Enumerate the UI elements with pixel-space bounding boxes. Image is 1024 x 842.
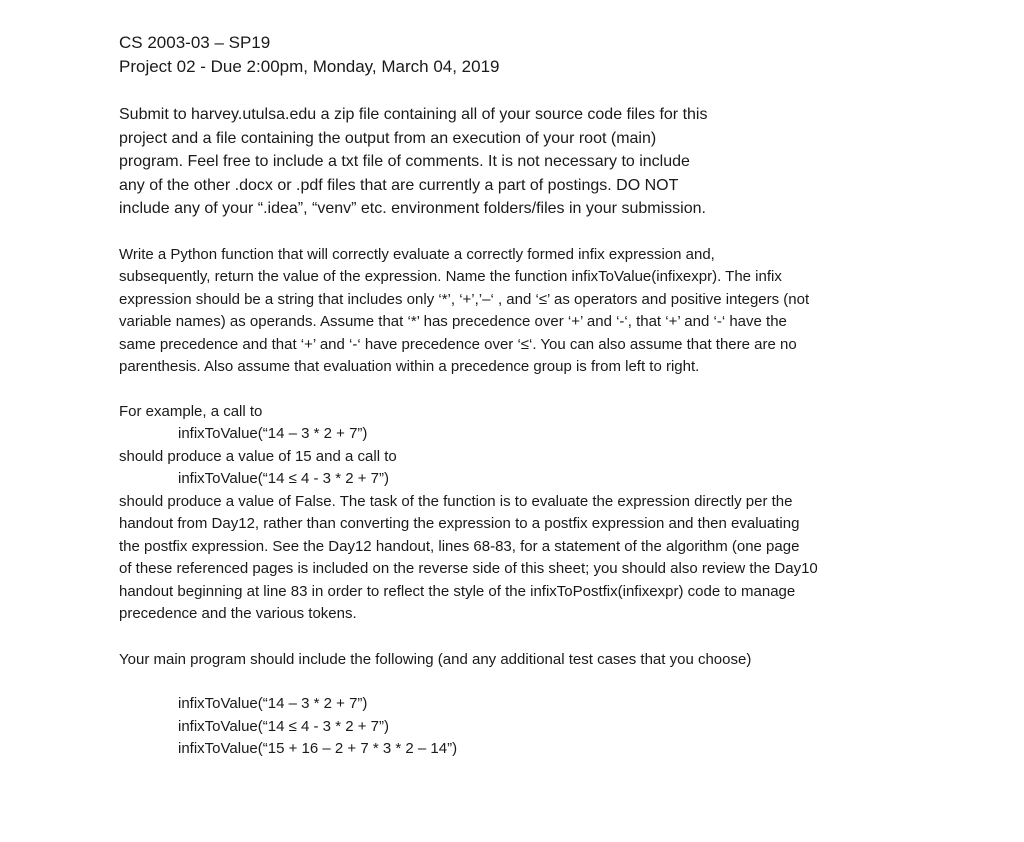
test-case-list	[119, 693, 919, 761]
example-line: handout beginning at line 83 in order to reflect the style of the infixToPostfix(infixexpr) code to manage	[119, 582, 796, 600]
task-line: subsequently, return the value of the expression. Name the function infixToValue(infixexpr). The infix	[119, 268, 782, 285]
example-line: of these referenced pages is included on the reverse side of this sheet; you should also review the Day10	[119, 560, 818, 577]
example-line: should produce a value of False. The task of the function is to evaluate the expression directly per the	[119, 492, 793, 510]
example-result-1: should produce a value of 15 and a call to	[119, 447, 397, 465]
submission-line: any of the other .docx or .pdf files that are currently a part of postings. DO NOT	[119, 176, 679, 194]
submission-line: Submit to harvey.utulsa.edu a zip file containing all of your source code files for this	[119, 106, 708, 123]
document-page	[119, 31, 919, 761]
example-line: the postfix expression. See the Day12 handout, lines 68-83, for a statement of the algorithm (one page	[119, 537, 800, 555]
main-program-intro: Your main program should include the following (and any additional test cases that you choose)	[119, 650, 752, 668]
task-paragraph	[119, 244, 919, 379]
task-line: expression should be a string that includes only ‘*’, ‘+’,’–‘ , and ‘≤’ as operators and positive integers (not	[119, 290, 810, 308]
test-case: infixToValue(“15 + 16 – 2 + 7 * 3 * 2 – 14”)	[178, 740, 458, 757]
submission-line: include any of your “.idea”, “venv” etc. environment folders/files in your submission.	[119, 200, 706, 217]
task-line: parenthesis. Also assume that evaluation within a precedence group is from left to right.	[119, 358, 700, 375]
test-case: infixToValue(“14 – 3 * 2 + 7”)	[178, 695, 368, 712]
example-line: precedence and the various tokens.	[119, 605, 357, 622]
task-line: Write a Python function that will correctly evaluate a correctly formed infix expression and,	[119, 245, 715, 263]
submission-paragraph	[119, 103, 919, 221]
task-line: same precedence and that ‘+’ and ‘-‘ have precedence over ‘≤‘. You can also assume that there are no	[119, 335, 797, 353]
project-due-line: Project 02 - Due 2:00pm, Monday, March 04, 2019	[119, 57, 500, 76]
course-title: CS 2003-03 – SP19	[119, 33, 271, 52]
submission-line: project and a file containing the output from an execution of your root (main)	[119, 129, 657, 147]
main-program-paragraph	[119, 649, 919, 672]
example-call-1: infixToValue(“14 – 3 * 2 + 7”)	[178, 425, 368, 442]
test-case: infixToValue(“14 ≤ 4 - 3 * 2 + 7”)	[178, 717, 389, 735]
task-line: variable names) as operands. Assume that ‘*’ has precedence over ‘+’ and ‘-‘, that ‘+’ and ‘-‘ have the	[119, 313, 787, 330]
submission-line: program. Feel free to include a txt file of comments. It is not necessary to include	[119, 153, 690, 170]
example-call-2: infixToValue(“14 ≤ 4 - 3 * 2 + 7”)	[178, 470, 389, 487]
example-paragraph	[119, 401, 919, 626]
example-line: handout from Day12, rather than converting the expression to a postfix expression and then evaluating	[119, 515, 800, 532]
example-intro: For example, a call to	[119, 402, 263, 420]
